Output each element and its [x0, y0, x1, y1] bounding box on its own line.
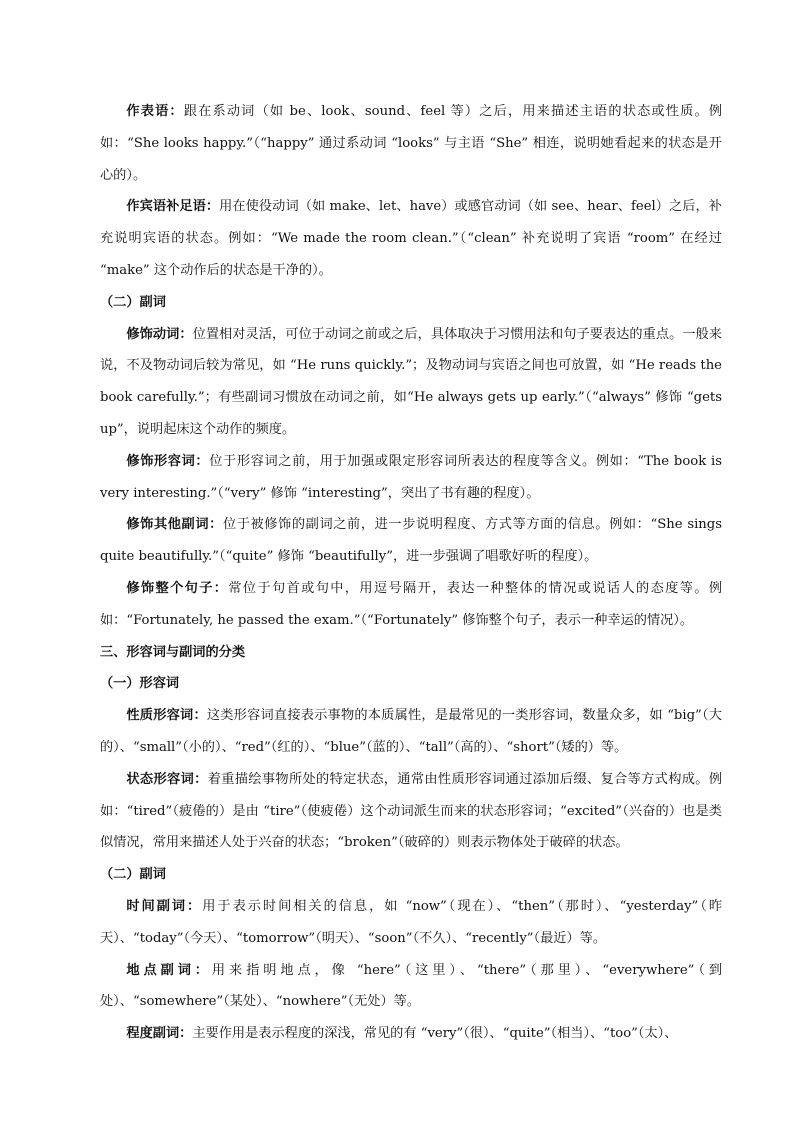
paragraph: [100, 1018, 722, 1050]
term-label: 时间副词：: [126, 898, 203, 914]
paragraph-text: 着重描绘事物所处的特定状态，通常由性质形容词通过添加后缀、复合等方式构成。例如：“tired”（疲倦的）是由 “tire”（使疲倦）这个动词派生而来的状态形容词；“excited”（兴奋的）也是类似情况，常用来描述人处于兴奋的状态；“broken”（破碎的）则表示物体处于破碎的状态。: [100, 771, 723, 851]
term-label: 作宾语补足语：: [126, 199, 220, 215]
term-label: 地点副词：: [126, 962, 212, 978]
section-heading: 三、形容词与副词的分类: [100, 644, 246, 660]
paragraph: [100, 509, 722, 573]
paragraph-text: 用来指明地点，像 “here”（这里）、“there”（那里）、“everywhere”（到处）、“somewhere”（某处）、“nowhere”（无处）等。: [100, 962, 723, 1010]
paragraph: [100, 446, 722, 510]
paragraph: [100, 891, 722, 955]
document-page: [100, 96, 722, 1050]
term-label: 作表语：: [126, 104, 184, 119]
paragraph-text: 用于表示时间相关的信息，如 “now”（现在）、“then”（那时）、“yesterday”（昨天）、“today”（今天）、“tomorrow”（明天）、“soon”（不久）、“recently”（最近）等。: [100, 898, 723, 946]
term-label: 状态形容词：: [126, 771, 208, 787]
section-heading: （二）副词: [100, 294, 166, 310]
paragraph-text: 位置相对灵活，可位于动词之前或之后，具体取决于习惯用法和句子要表达的重点。一般来说，不及物动词后较为常见，如 “He runs quickly.”；及物动词与宾语之间也可放置，如 “He reads the book carefully.”；有些副词习惯放在动词之前，如“He always gets up early.”（“always” 修饰 “gets up”，说明起床这个动作的频度。: [100, 326, 722, 437]
paragraph-text: 位于被修饰的副词之前，进一步说明程度、方式等方面的信息。例如：“She sings quite beautifully.”（“quite” 修饰 “beautifully”，进一步强调了唱歌好听的程度）。: [100, 517, 723, 565]
term-label: 修饰整个句子：: [126, 580, 229, 596]
paragraph: [100, 700, 722, 764]
paragraph: [100, 573, 722, 637]
term-label: 修饰其他副词：: [126, 517, 223, 533]
paragraph-text: 位于形容词之前，用于加强或限定形容词所表达的程度等含义。例如：“The book is very interesting.”（“very” 修饰 “interesting”，突出了书有趣的程度）。: [100, 453, 723, 501]
paragraph: [100, 319, 722, 446]
term-label: 修饰动词：: [126, 326, 193, 342]
paragraph-text: 用在使役动词（如 make、let、have）或感官动词（如 see、hear、feel）之后，补充说明宾语的状态。例如：“We made the room clean.”（“clean” 补充说明了宾语 “room” 在经过 “make” 这个动作后的状态是干净的）。: [100, 199, 722, 278]
paragraph-text: 这类形容词直接表示事物的本质属性，是最常见的一类形容词，数量众多，如 “big”（大的）、“small”（小的）、“red”（红的）、“blue”（蓝的）、“tall”（高的）、“short”（矮的）等。: [100, 708, 722, 755]
paragraph: [100, 96, 722, 191]
term-label: 性质形容词：: [126, 708, 207, 724]
paragraph-text: 常位于句首或句中，用逗号隔开，表达一种整体的情况或说话人的态度等。例如：“Fortunately, he passed the exam.”（“Fortunately” 修饰整个句子，表示一种幸运的情况）。: [100, 580, 723, 628]
paragraph: [100, 764, 722, 859]
paragraph: [100, 191, 722, 286]
paragraph: [100, 955, 722, 1019]
section-heading: （二）副词: [100, 867, 166, 883]
paragraph-text: 跟在系动词（如 be、look、sound、feel 等）之后，用来描述主语的状态或性质。例如：“She looks happy.”（“happy” 通过系动词 “looks” 与主语 “She” 相连，说明她看起来的状态是开心的）。: [100, 104, 723, 183]
section-heading: （一）形容词: [100, 676, 180, 692]
term-label: 程度副词：: [126, 1026, 193, 1042]
term-label: 修饰形容词：: [126, 453, 210, 469]
paragraph-text: 主要作用是表示程度的深浅，常见的有 “very”（很）、“quite”（相当）、“too”（太）、: [192, 1026, 678, 1042]
